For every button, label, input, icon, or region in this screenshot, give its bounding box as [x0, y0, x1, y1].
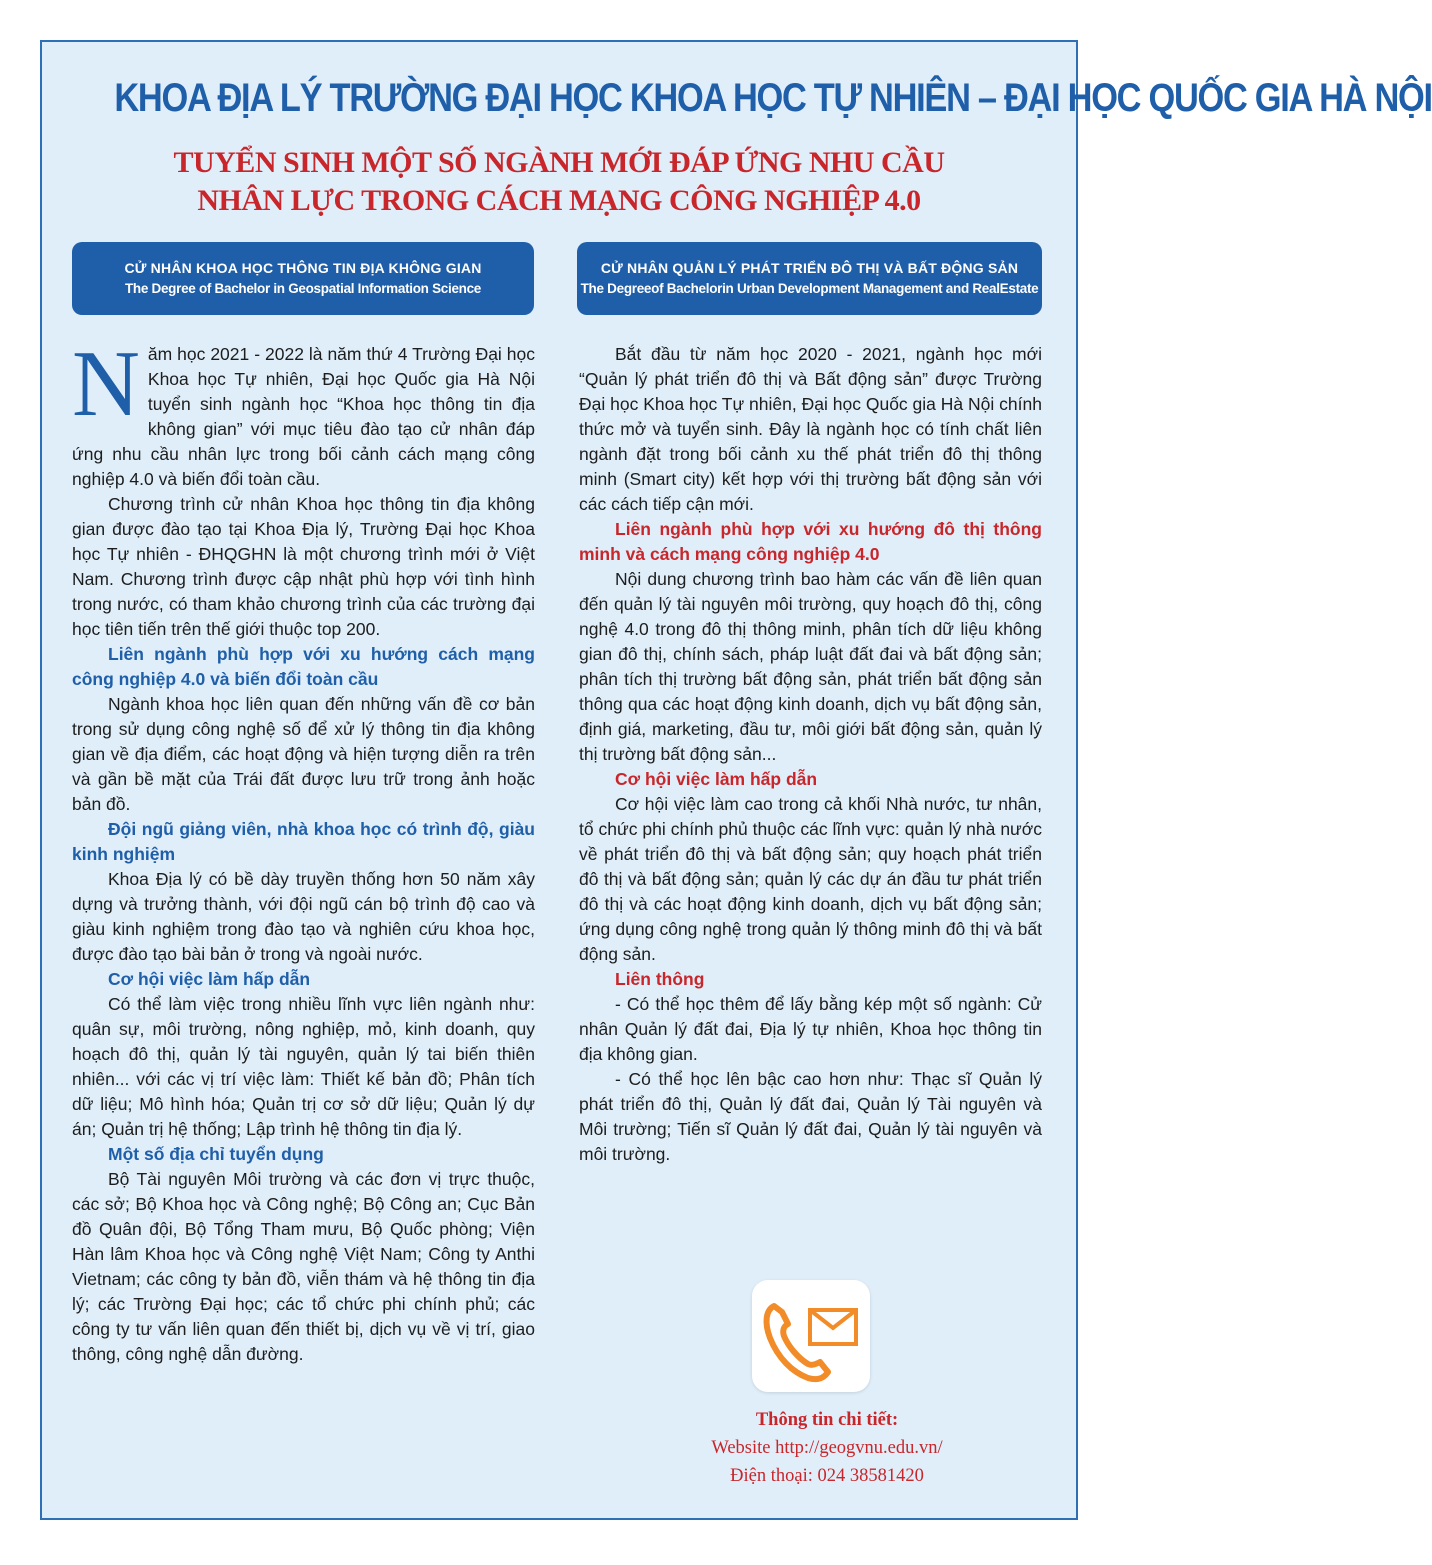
right-heading-transfer: Liên thông — [615, 969, 705, 989]
left-paragraph-6: Bộ Tài nguyên Môi trường và các đơn vị trực thuộc, các sở; Bộ Khoa học và Công nghệ; Bộ Công an; Cục Bản đồ Quân đội, Bộ Tổng Tham mưu, Bộ Quốc phòng; Viện Hàn lâm Khoa học và Công nghệ Việt Nam; Công ty Anthi Vietnam; các công ty bản đồ, viễn thám và hệ thông tin địa lý; các Trường Đại học; các tổ chức phi chính phủ; các công ty tư vấn liên quan đến thiết bị, dịch vụ về vị trí, giao thông, công nghệ dẫn đường. — [72, 1169, 535, 1364]
right-banner-title: CỬ NHÂN QUẢN LÝ PHÁT TRIỂN ĐÔ THỊ VÀ BẤT ĐỘNG SẢN — [600, 260, 1019, 276]
right-column — [579, 342, 1042, 1167]
right-program-banner — [577, 242, 1042, 315]
phone-mail-graphic — [752, 1280, 870, 1392]
left-paragraph-2: Chương trình cử nhân Khoa học thông tin địa không gian được đào tạo tại Khoa Địa lý, Trường Đại học Khoa học Tự nhiên - ĐHQGHN là một chương trình mới ở Việt Nam. Chương trình được cập nhật phù hợp với tình hình trong nước, có tham khảo chương trình của các trường đại học tiên tiến trên thế giới thuộc top 200. — [72, 494, 535, 639]
left-intro-text: ăm học 2021 - 2022 là năm thứ 4 Trường Đại học Khoa học Tự nhiên, Đại học Quốc gia Hà Nội tuyển sinh ngành học “Khoa học thông tin địa không gian” với mục tiêu đào tạo cử nhân đáp ứng nhu cầu nhân lực trong bối cảnh cách mạng công nghiệp 4.0 và biến đổi toàn cầu. — [72, 344, 535, 489]
left-banner-subtitle: The Degree of Bachelor in Geospatial Information Science — [124, 281, 482, 296]
right-paragraph-3: Cơ hội việc làm cao trong cả khối Nhà nước, tư nhân, tổ chức phi chính phủ thuộc các lĩnh vực: quản lý nhà nước về phát triển đô thị và bất động sản; quy hoạch phát triển đô thị và bất động sản; quản lý các dự án đầu tư phát triển đô thị và các hoạt động kinh doanh, dịch vụ bất động sản; ứng dụng công nghệ trong quản lý thông minh đô thị và bất động sản. — [579, 794, 1042, 964]
right-bullet-2: - Có thể học lên bậc cao hơn như: Thạc sĩ Quản lý phát triển đô thị, Quản lý đất đai, Quản lý Tài nguyên và Môi trường; Tiến sĩ Quản lý đất đai, Quản lý tài nguyên và môi trường. — [579, 1069, 1042, 1164]
left-heading-employers: Một số địa chỉ tuyển dụng — [108, 1144, 324, 1164]
contact-info — [627, 1406, 1027, 1490]
right-banner-subtitle: The Degreeof Bachelorin Urban Development Management and RealEstate — [580, 281, 1039, 296]
left-heading-jobs: Cơ hội việc làm hấp dẫn — [108, 969, 311, 989]
flyer-frame — [40, 40, 1432, 1520]
contact-title: Thông tin chi tiết: — [755, 1410, 899, 1430]
left-paragraph-3: Ngành khoa học liên quan đến những vấn đề cơ bản trong sử dụng công nghệ số để xử lý thông tin địa không gian về địa điểm, các hoạt động và hiện tượng diễn ra trên và gần bề mặt của Trái đất được lưu trữ trong ảnh hoặc bản đồ. — [72, 694, 535, 814]
left-heading-interdisciplinary: Liên ngành phù hợp với xu hướng cách mạng công nghiệp 4.0 và biến đổi toàn cầu — [72, 644, 535, 689]
main-title: KHOA ĐỊA LÝ TRƯỜNG ĐẠI HỌC KHOA HỌC TỰ NHIÊN – ĐẠI HỌC QUỐC GIA HÀ NỘI — [114, 76, 1432, 120]
left-program-banner — [72, 242, 534, 315]
left-paragraph-5: Có thể làm việc trong nhiều lĩnh vực liên ngành như: quân sự, môi trường, nông nghiệp, mỏ, kinh doanh, quy hoạch đô thị, quản lý tài nguyên, quản lý tai biến thiên nhiên... với các vị trí việc làm: Thiết kế bản đồ; Phân tích dữ liệu; Mô hình hóa; Quản trị cơ sở dữ liệu; Quản lý dự án; Quản trị hệ thống; Lập trình hệ thông tin địa lý. — [72, 994, 535, 1139]
contact-website[interactable]: Website http://geogvnu.edu.vn/ — [711, 1438, 943, 1458]
right-paragraph-2: Nội dung chương trình bao hàm các vấn đề liên quan đến quản lý tài nguyên môi trường, quy hoạch đô thị, công nghệ 4.0 trong đô thị thông minh, phân tích dữ liệu không gian đô thị, chính sách, pháp luật đất đai và bất động sản; phân tích thị trường bất động sản, phát triển bất động sản thông qua các hoạt động kinh doanh, dịch vụ bất động sản, định giá, marketing, đầu tư, môi giới bất động sản, quản lý thị trường bất động sản... — [579, 569, 1042, 764]
right-heading-interdisciplinary: Liên ngành phù hợp với xu hướng đô thị thông minh và cách mạng công nghiệp 4.0 — [579, 519, 1042, 564]
subtitle — [42, 144, 1076, 220]
left-banner-title: CỬ NHÂN KHOA HỌC THÔNG TIN ĐỊA KHÔNG GIAN — [124, 260, 482, 276]
left-paragraph-4: Khoa Địa lý có bề dày truyền thống hơn 50 năm xây dựng và trưởng thành, với đội ngũ cán bộ trình độ cao và giàu kinh nghiệm trong đào tạo và nghiên cứu khoa học, được đào tạo bài bản ở trong và ngoài nước. — [72, 869, 535, 964]
subtitle-line-2: NHÂN LỰC TRONG CÁCH MẠNG CÔNG NGHIỆP 4.0 — [197, 184, 921, 217]
left-heading-faculty: Đội ngũ giảng viên, nhà khoa học có trình độ, giàu kinh nghiệm — [72, 819, 535, 864]
right-heading-jobs: Cơ hội việc làm hấp dẫn — [615, 769, 818, 789]
right-bullet-1: - Có thể học thêm để lấy bằng kép một số ngành: Cử nhân Quản lý đất đai, Địa lý tự nhiên, Khoa học thông tin địa không gian. — [579, 994, 1042, 1064]
drop-cap: N — [72, 332, 140, 436]
contact-phone: Điện thoại: 024 38581420 — [730, 1466, 924, 1486]
right-paragraph-1: Bắt đầu từ năm học 2020 - 2021, ngành học mới “Quản lý phát triển đô thị và Bất động sản” được Trường Đại học Khoa học Tự nhiên, Đại học Quốc gia Hà Nội chính thức mở và tuyển sinh. Đây là ngành học có tính chất liên ngành đặt trong bối cảnh xu thế phát triển đô thị thông minh (Smart city) kết hợp với thị trường bất động sản với các cách tiếp cận mới. — [579, 344, 1042, 514]
phone-mail-icon — [752, 1280, 870, 1392]
left-intro-paragraph — [72, 332, 535, 492]
left-column — [72, 332, 535, 1367]
subtitle-line-1: TUYỂN SINH MỘT SỐ NGÀNH MỚI ĐÁP ỨNG NHU CẦU — [173, 146, 945, 179]
